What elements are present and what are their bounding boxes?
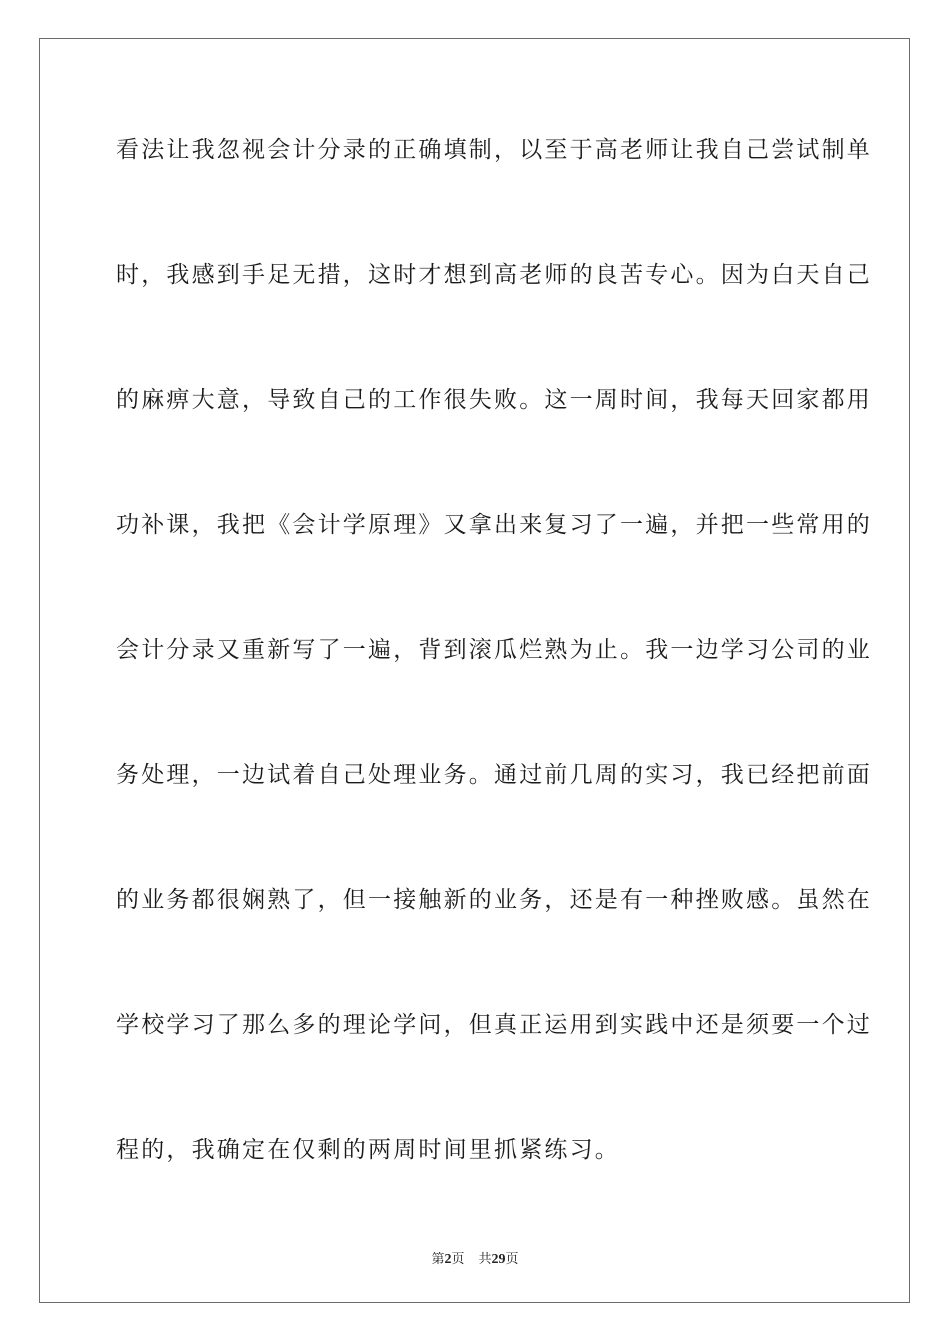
total-prefix: 共 [478,1252,492,1267]
text-line: 功补课，我把《会计学原理》又拿出来复习了一遍，并把一些常用的 [116,512,872,538]
total-pages: 29 [491,1252,506,1267]
body-text [116,126,872,1251]
text-line: 的业务都很娴熟了，但一接触新的业务，还是有一种挫败感。虽然在 [116,887,872,913]
page-prefix: 第 [431,1252,445,1267]
text-line: 学校学习了那么多的理论学问，但真正运用到实践中还是须要一个过 [116,1012,872,1038]
total-suffix: 页 [505,1252,519,1267]
text-line: 程的，我确定在仅剩的两周时间里抓紧练习。 [116,1137,620,1163]
text-line: 的麻痹大意，导致自己的工作很失败。这一周时间，我每天回家都用 [116,387,872,413]
text-line: 时，我感到手足无措，这时才想到高老师的良苦专心。因为白天自己 [116,262,872,288]
text-line: 会计分录又重新写了一遍，背到滚瓜烂熟为止。我一边学习公司的业 [116,637,872,663]
page-suffix: 页 [451,1252,465,1267]
page-footer [0,1248,950,1268]
text-line: 务处理，一边试着自己处理业务。通过前几周的实习，我已经把前面 [116,762,872,788]
text-line: 看法让我忽视会计分录的正确填制，以至于高老师让我自己尝试制单 [116,137,872,163]
page-number: 2 [444,1252,452,1267]
